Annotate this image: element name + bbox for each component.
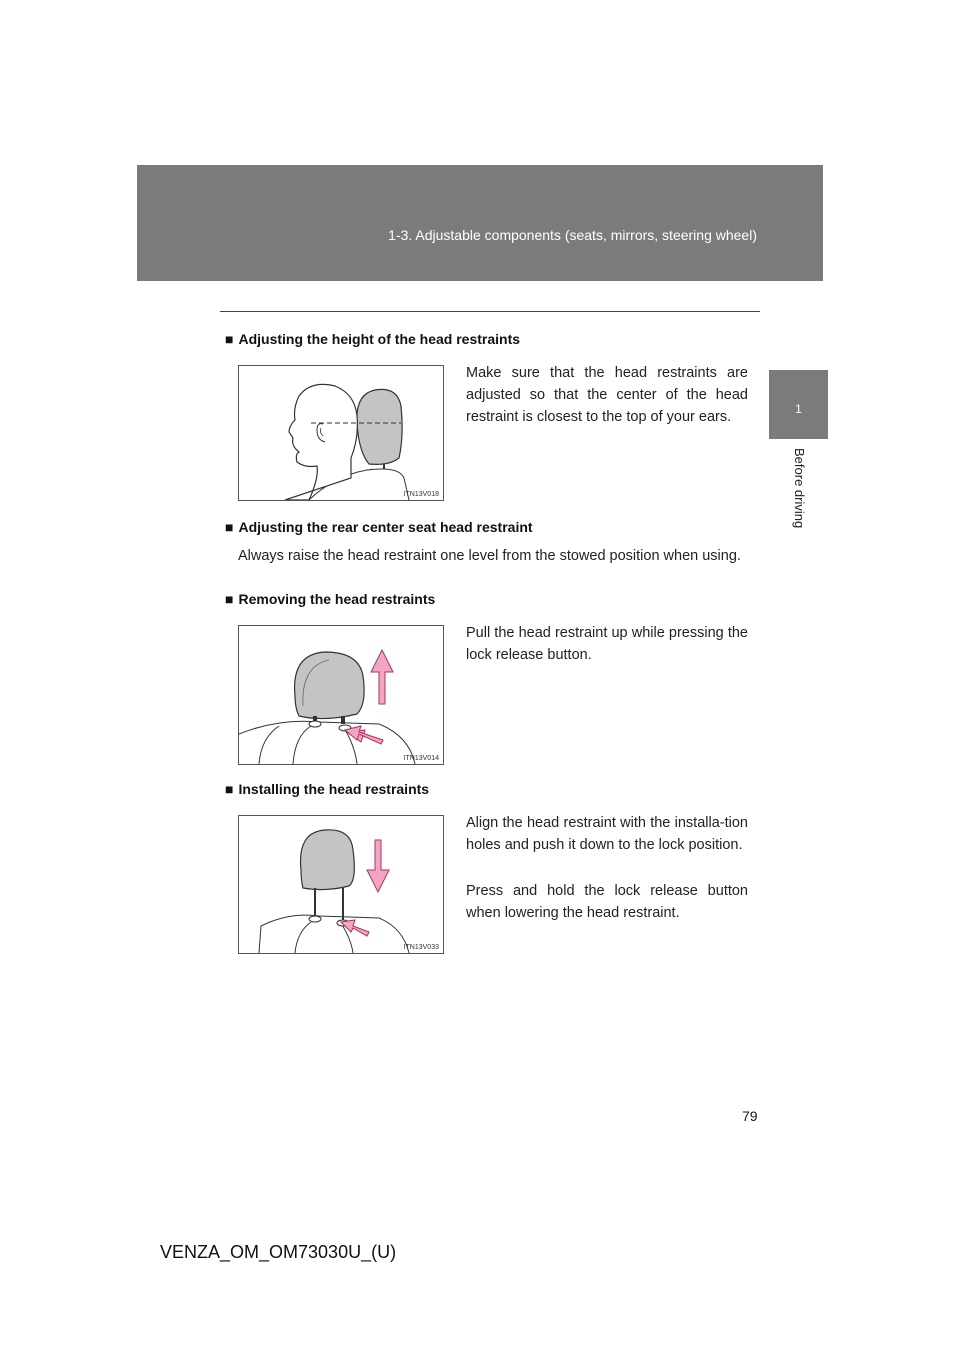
section-title: 1-3. Adjustable components (seats, mirrors, steering wheel) — [388, 227, 757, 243]
removing-text: Pull the head restraint up while pressing the lock release button. — [466, 625, 748, 663]
chapter-label: Before driving — [792, 448, 807, 529]
figure-code: ITN13V018 — [403, 491, 439, 498]
page-number: 79 — [742, 1108, 758, 1124]
header-divider — [220, 311, 760, 312]
bullet-square: ■ — [225, 331, 234, 347]
bullet-square: ■ — [225, 519, 234, 535]
figure-head-restraint-height — [238, 365, 444, 501]
chapter-number: 1 — [795, 402, 802, 416]
figure-code: ITN13V033 — [403, 944, 439, 951]
chapter-tab[interactable] — [769, 370, 828, 439]
heading-installing: ■ Installing the head restraints — [225, 781, 430, 797]
rear-center-text: Always raise the head restraint one level from the stowed position when using. — [238, 548, 741, 564]
document-id: VENZA_OM_OM73030U_(U) — [160, 1242, 397, 1262]
bullet-square: ■ — [225, 591, 234, 607]
installing-text-2: Press and hold the lock release button when lowering the head restraint. — [466, 883, 748, 921]
removing-illustration — [239, 626, 443, 764]
figure-installing-restraint — [238, 815, 444, 954]
figure-code: ITN13V014 — [403, 755, 439, 762]
bullet-square: ■ — [225, 781, 234, 797]
section-header-band — [137, 165, 823, 281]
heading-adjust-height: ■ Adjusting the height of the head restraints — [225, 331, 521, 347]
installing-illustration — [239, 816, 443, 953]
heading-removing: ■ Removing the head restraints — [225, 591, 436, 607]
installing-text-1: Align the head restraint with the installa-tion holes and push it down to the lock position. — [466, 815, 748, 853]
adjust-height-text: Make sure that the head restraints are adjusted so that the center of the head restraint is closest to the top of your ears. — [466, 365, 748, 425]
heading-rear-center: ■ Adjusting the rear center seat head restraint — [225, 519, 533, 535]
figure-removing-restraint — [238, 625, 444, 765]
head-profile-illustration — [239, 366, 443, 500]
